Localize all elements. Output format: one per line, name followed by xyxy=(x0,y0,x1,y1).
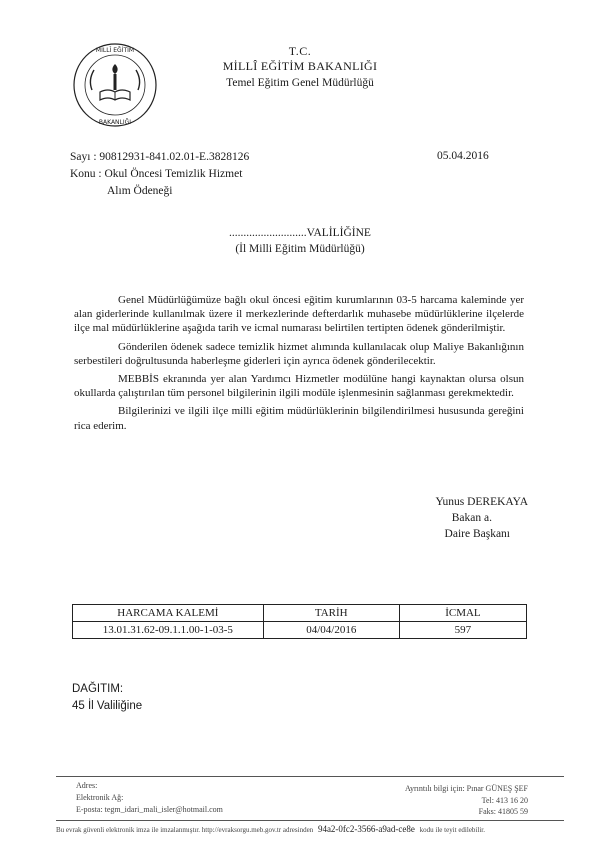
addressee-line-2: (İl Milli Eğitim Müdürlüğü) xyxy=(235,243,365,255)
footer-address: Adres: xyxy=(76,781,98,790)
signature-block xyxy=(435,494,528,542)
cell-summary: 597 xyxy=(399,622,526,639)
table-row xyxy=(73,622,527,639)
footer-contact: Ayrıntılı bilgi için: Pınar GÜNEŞ ŞEF xyxy=(404,784,528,793)
footer-divider xyxy=(56,776,564,777)
footer-tel: Tel: 413 16 20 xyxy=(481,796,528,805)
verification-text-end: kodu ile teyit edilebilir. xyxy=(419,826,485,834)
header-tc: T.C. xyxy=(288,44,312,58)
paragraph-4: Bilgilerinizi ve ilgili ilçe milli eğitim müdürlüklerinin bilgilendirilmesi hususunda gereğini rica ederim. xyxy=(74,405,524,432)
header-date: TARİH xyxy=(263,605,399,622)
document-number: Sayı : 90812931-841.02.01-E.3828126 xyxy=(70,151,250,163)
footer-email: E-posta: tegm_idari_mali_isler@hotmail.com xyxy=(76,805,223,814)
subject-line-2: Alım Ödeneği xyxy=(107,185,173,197)
footer-fax: Faks: 41805 59 xyxy=(478,807,528,816)
header-directorate: Temel Eğitim Genel Müdürlüğü xyxy=(226,77,374,89)
paragraph-2: Gönderilen ödenek sadece temizlik hizmet alımında kullanılacak olup Maliye Bakanlığının serbestileri doğrultusunda haberleşme giderleri için ayrıca ödenek gönderilecektir. xyxy=(74,340,524,367)
cell-date: 04/04/2016 xyxy=(263,622,399,639)
svg-text:MİLLÎ EĞİTİM: MİLLÎ EĞİTİM xyxy=(95,47,135,54)
allocation-table xyxy=(72,604,527,639)
header-summary: İCMAL xyxy=(399,605,526,622)
signer-title-2: Daire Başkanı xyxy=(444,528,510,540)
signer-name: Yunus DEREKAYA xyxy=(435,496,528,508)
verification-text: Bu evrak güvenli elektronik imza ile imzalanmıştır. http://evraksorgu.meb.gov.tr adresinden xyxy=(56,826,314,834)
document-date: 05.04.2016 xyxy=(437,150,489,162)
header-expense-item: HARCAMA KALEMİ xyxy=(73,605,264,622)
verification-code: 94a2-0fc2-3566-a9ad-ce8e xyxy=(317,824,415,834)
svg-text:BAKANLIĞI: BAKANLIĞI xyxy=(98,119,132,126)
footer-web: Elektronik Ağ: xyxy=(76,793,124,802)
subject-line-1: Konu : Okul Öncesi Temizlik Hizmet xyxy=(70,168,243,180)
verification-note xyxy=(56,824,564,834)
paragraph-1: Genel Müdürlüğümüze bağlı okul öncesi eğitim kurumlarının 03-5 harcama kaleminde yer alan giderlerinde kullanılmak üzere il merkezlerinde defterdarlık muhasebe müdürlüklerine ilçelerde ilçe mal müdürlüklerine aşağıda tarih ve icmal numarası belirtilen tertipten ödenek gönderilmiştir. xyxy=(74,294,524,335)
distribution-item: 45 İl Valiliğine xyxy=(72,700,143,712)
paragraph-3: MEBBİS ekranında yer alan Yardımcı Hizmetler modülüne hangi kaynaktan olursa olsun okullarda çalıştırılan tüm personel bilgilerinin ilgili modüle işlenmesinin sağlanması gerekmektedir. xyxy=(74,373,524,400)
addressee-line-1: ...........................VALİLİĞİNE xyxy=(229,227,371,239)
table-header-row xyxy=(73,605,527,622)
letter-body xyxy=(74,293,524,437)
cell-expense-item: 13.01.31.62-09.1.1.00-1-03-5 xyxy=(73,622,264,639)
footer-divider-2 xyxy=(56,820,564,821)
header-ministry: MİLLÎ EĞİTİM BAKANLIĞI xyxy=(222,59,378,73)
distribution-label: DAĞITIM: xyxy=(72,683,124,695)
signer-title-1: Bakan a. xyxy=(451,512,492,524)
